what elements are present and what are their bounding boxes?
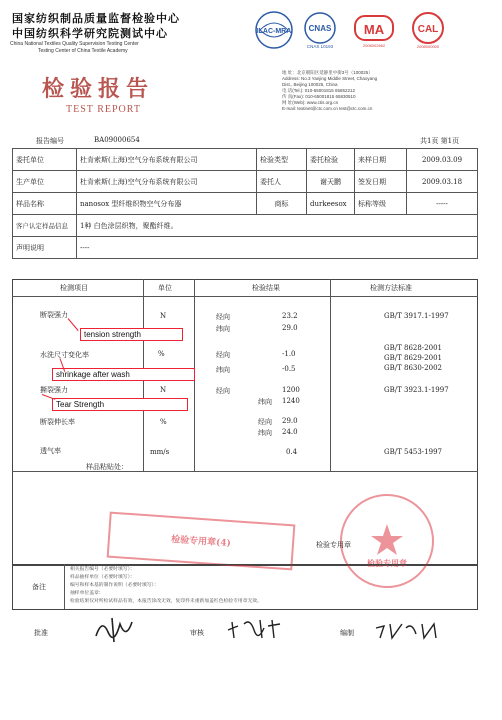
org-name-cn-2: 中国纺织科学研究院测试中心: [12, 27, 168, 40]
results-header-divider: [12, 296, 478, 297]
grade-label: 标称等级: [355, 193, 407, 215]
result-value: 29.0: [282, 324, 298, 332]
result-unit: %: [158, 350, 165, 358]
result-value: -0.5: [282, 365, 296, 373]
table-row: [13, 149, 478, 171]
issue-date-value: 2009.03.18: [407, 171, 478, 193]
result-unit: N: [160, 386, 167, 394]
approve-signature: [92, 614, 142, 648]
col-method-header: 检测方法标准: [370, 284, 412, 292]
maker-label: 生产单位: [13, 171, 77, 193]
agent-label: 委托人: [257, 171, 307, 193]
col-result-header: 检验结果: [252, 284, 280, 292]
result-dir: 经向: [216, 313, 230, 321]
table-row: [13, 215, 478, 237]
round-stamp-text: 检验专用章: [367, 558, 407, 568]
svg-text:2008000000: 2008000000: [416, 44, 440, 49]
result-value: 0.4: [286, 448, 298, 456]
remark-line: 编号和样本基的制作说明（必要时填写）：: [70, 583, 159, 588]
address-block: [282, 70, 492, 112]
result-unit: %: [160, 418, 167, 426]
svg-text:2008002662: 2008002662: [362, 43, 386, 48]
address-line: Dist., Beijing 100025, China: [282, 82, 338, 87]
result-value: 23.2: [282, 312, 298, 320]
col-item-header: 检测项目: [60, 284, 88, 292]
client-label: 委托单位: [13, 149, 77, 171]
sample-date-value: 2009.03.09: [407, 149, 478, 171]
sample-date-label: 来样日期: [355, 149, 407, 171]
result-method: GB/T 8630-2002: [384, 364, 442, 372]
result-dir: 经向: [216, 351, 230, 359]
result-unit: mm/s: [150, 448, 170, 456]
result-dir: 纬向: [258, 398, 272, 406]
address-line: Address: No.3 Yanjing Middle Street, Chaoyang: [282, 76, 378, 81]
table-row: [13, 193, 478, 215]
review-signature: [224, 616, 284, 646]
report-number-label: 报告编号: [36, 137, 64, 145]
client-info-label: 客户认定样品信息: [13, 215, 77, 237]
result-method: GB/T 3923.1-1997: [384, 386, 449, 394]
table-row: [13, 171, 478, 193]
sample-name-label: 样品名称: [13, 193, 77, 215]
result-unit: N: [160, 312, 167, 320]
ma-text: MA: [363, 22, 385, 37]
result-dir: 经向: [216, 387, 230, 395]
report-title-en: TEST REPORT: [66, 104, 141, 115]
result-value: 1240: [282, 397, 300, 405]
report-number: BA09000654: [94, 136, 140, 144]
org-name-cn-1: 国家纺织制品质量监督检验中心: [12, 12, 180, 25]
result-method: GB/T 8629-2001: [384, 354, 442, 362]
report-title-cn: 检验报告: [42, 76, 155, 102]
type-value: 委托检验: [307, 149, 355, 171]
brand-value: durkeesox: [307, 193, 355, 215]
sample-paste-label: 样品粘贴处：: [86, 463, 128, 471]
result-dir: 经向: [258, 418, 272, 426]
result-dir: 纬向: [258, 429, 272, 437]
ilac-logo: [254, 10, 294, 50]
statement-label: 声明说明: [13, 237, 77, 259]
cnas-logo: [300, 10, 340, 50]
client-value: 杜肯索斯(上海)空气分布系统有限公司: [77, 149, 257, 171]
cal-text: CAL: [417, 24, 439, 35]
result-item: 透气率: [40, 447, 61, 455]
result-value: -1.0: [282, 350, 296, 358]
cnas-number: CNAS L0193: [306, 44, 334, 49]
statement-value: ----: [77, 237, 478, 259]
address-line: 电 话(Tel.): 010-65001815 65852212: [282, 88, 356, 93]
remark-line: 样品抽样单位（必要时填写）：: [70, 575, 135, 580]
org-name-en-1: China National Textiles Quality Supervision Testing Center: [10, 41, 139, 47]
result-item: 撕裂强力: [40, 386, 68, 394]
org-name-en-2: Testing Center of China Textile Academy: [38, 48, 128, 54]
result-method: GB/T 3917.1-1997: [384, 312, 449, 320]
remarks-divider: [64, 564, 65, 609]
annotation-tension-strength: tension strength: [80, 328, 183, 341]
col-divider: [330, 279, 331, 471]
page-indicator: 共1页 第1页: [420, 137, 460, 145]
client-info-value: 1种 白色涂层织物，聚酯纤维。: [77, 215, 478, 237]
type-label: 检验类型: [257, 149, 307, 171]
remark-line: 相关报告编号（必要时填写）：: [70, 567, 135, 572]
info-table: [12, 148, 478, 259]
col-unit-header: 单位: [158, 284, 172, 292]
stamp-label: 检验专用章: [316, 541, 351, 549]
result-value: 1200: [282, 386, 300, 394]
result-item: 水洗尺寸变化率: [40, 351, 89, 359]
remark-line: 检验结果仅对所检试样品有效，本报告涂改无效，复印件未重新加盖红色检验专用章无效。: [70, 599, 262, 604]
result-item: 断裂伸长率: [40, 418, 75, 426]
ilac-text: ILAC-MRA: [256, 28, 292, 35]
ma-logo: [352, 10, 392, 50]
address-line: 传 真(Fax): 010-65001815 65830510: [282, 94, 356, 99]
maker-value: 杜肯索斯(上海)空气分布系统有限公司: [77, 171, 257, 193]
result-method: GB/T 5453-1997: [384, 448, 442, 456]
issue-date-label: 签发日期: [355, 171, 407, 193]
annotation-shrinkage: shrinkage after wash: [52, 368, 195, 381]
cnas-text: CNAS: [308, 24, 332, 33]
prepare-label: 编制: [340, 629, 354, 637]
grade-value: -----: [407, 193, 478, 215]
agent-value: 谢天鹏: [307, 171, 355, 193]
approve-label: 批准: [34, 629, 48, 637]
address-line: E-mail: textinet@ctc.com.cn test@ctc.com.cn: [282, 106, 373, 111]
remarks-label: 备注: [32, 583, 46, 591]
annotation-tear-strength: Tear Strength: [52, 398, 188, 411]
remark-line: 抽样单位盖章：: [70, 591, 104, 596]
prepare-signature: [372, 618, 442, 646]
result-dir: 纬向: [216, 325, 230, 333]
table-row: [13, 237, 478, 259]
address-line: 网 址(Web): www.ctis.org.cn: [282, 100, 339, 105]
result-value: 24.0: [282, 428, 298, 436]
cal-logo: [408, 10, 448, 50]
remarks-lines: [70, 566, 262, 606]
result-item: 断裂强力: [40, 311, 68, 319]
result-value: 29.0: [282, 417, 298, 425]
result-method: GB/T 8628-2001: [384, 344, 442, 352]
brand-label: 商标: [257, 193, 307, 215]
sample-name-value: nanosox 型纤维织物空气分布器: [77, 193, 257, 215]
rect-stamp-text: 检验专用章(4): [170, 534, 232, 550]
row-divider: [12, 471, 478, 472]
address-line: 地 址：北京朝阳区延静里中街3号（100025）: [282, 70, 373, 75]
review-label: 审核: [190, 629, 204, 637]
result-dir: 纬向: [216, 366, 230, 374]
